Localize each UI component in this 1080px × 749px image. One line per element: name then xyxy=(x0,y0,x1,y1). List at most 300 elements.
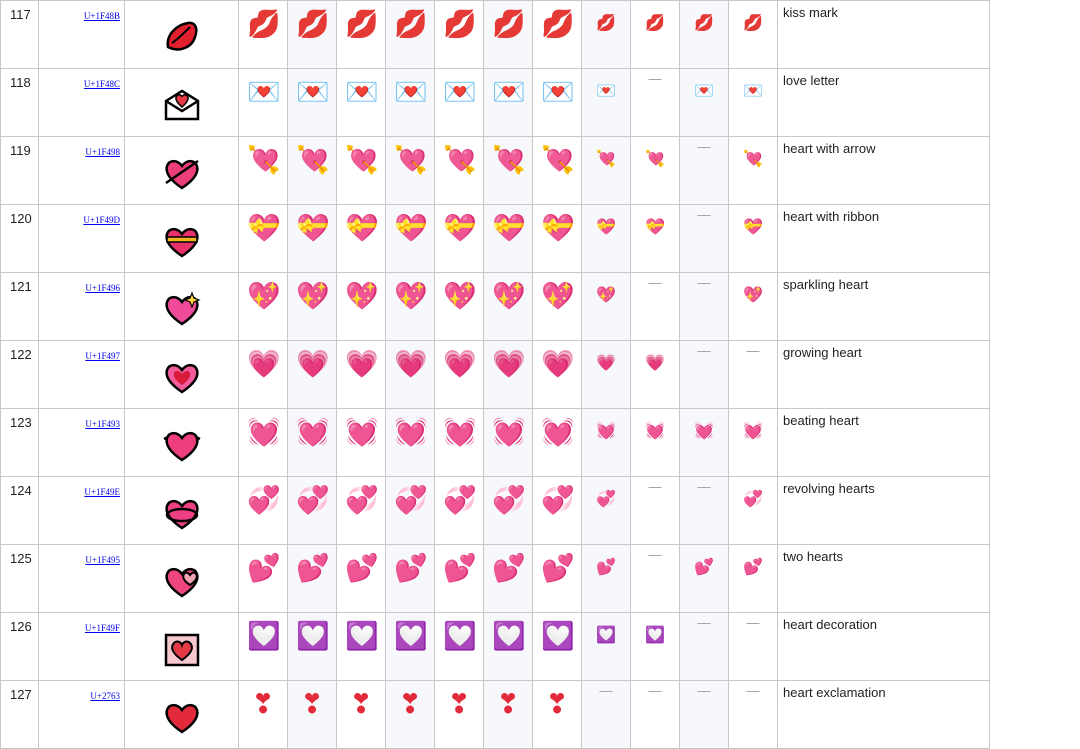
revolving-hearts-vendor-icon: 💞 xyxy=(743,489,763,508)
vendor-image-cell xyxy=(435,613,484,681)
two-hearts-vendor-icon: 💕 xyxy=(492,553,526,584)
vendor-image-cell xyxy=(239,1,288,69)
vendor-image-cell xyxy=(484,409,533,477)
table-row xyxy=(1,613,990,681)
heart-exclamation-vendor-icon: ❣ xyxy=(251,689,275,720)
vendor-image-cell xyxy=(729,477,778,545)
beating-heart-vendor-icon: 💓 xyxy=(645,421,665,440)
growing-heart-vendor-icon: 💗 xyxy=(394,349,428,380)
beating-heart-vendor-icon: 💓 xyxy=(492,417,526,448)
table-row xyxy=(1,681,990,749)
sparkling-heart-vendor-icon: 💖 xyxy=(345,281,379,312)
code-cell xyxy=(39,137,125,205)
kiss-mark-vendor-icon: 💋 xyxy=(645,13,665,32)
browser-image-cell xyxy=(125,409,239,477)
heart-exclamation-vendor-icon: ❣ xyxy=(447,689,471,720)
browser-image-cell xyxy=(125,205,239,273)
code-cell xyxy=(39,205,125,273)
vendor-image-cell xyxy=(729,341,778,409)
vendor-image-cell xyxy=(337,545,386,613)
vendor-image-cell xyxy=(582,69,631,137)
kiss-mark-vendor-icon: 💋 xyxy=(394,9,428,40)
emoji-table-body xyxy=(1,1,990,749)
vendor-image-cell xyxy=(386,545,435,613)
not-available-dash: — xyxy=(648,71,662,86)
kiss-mark-icon xyxy=(162,17,202,57)
vendor-image-cell xyxy=(533,613,582,681)
revolving-hearts-vendor-icon: 💞 xyxy=(443,485,477,516)
not-available-dash: — xyxy=(648,275,662,290)
vendor-image-cell xyxy=(435,409,484,477)
emoji-name: kiss mark xyxy=(778,1,990,69)
sparkling-heart-vendor-icon: 💖 xyxy=(541,281,575,312)
revolving-hearts-vendor-icon: 💞 xyxy=(296,485,330,516)
codepoint-link[interactable]: U+1F497 xyxy=(85,351,120,361)
vendor-image-cell xyxy=(337,205,386,273)
emoji-name: heart with arrow xyxy=(778,137,990,205)
heart-decoration-vendor-icon: 💟 xyxy=(541,621,575,652)
vendor-image-cell xyxy=(533,477,582,545)
vendor-image-cell xyxy=(582,341,631,409)
sparkling-heart-vendor-icon: 💖 xyxy=(296,281,330,312)
heart-with-ribbon-vendor-icon: 💝 xyxy=(296,213,330,244)
not-available-dash: — xyxy=(746,615,760,630)
vendor-image-cell xyxy=(680,69,729,137)
vendor-image-cell xyxy=(631,1,680,69)
vendor-image-cell xyxy=(239,341,288,409)
not-available-dash: — xyxy=(697,275,711,290)
row-number: 124 xyxy=(1,477,39,545)
vendor-image-cell xyxy=(435,681,484,749)
table-row xyxy=(1,205,990,273)
vendor-image-cell xyxy=(533,273,582,341)
vendor-image-cell xyxy=(484,545,533,613)
beating-heart-icon xyxy=(162,425,202,465)
codepoint-link[interactable]: U+1F496 xyxy=(85,283,120,293)
vendor-image-cell xyxy=(680,477,729,545)
love-letter-vendor-icon: 💌 xyxy=(492,77,526,108)
heart-with-ribbon-vendor-icon: 💝 xyxy=(492,213,526,244)
vendor-image-cell xyxy=(533,205,582,273)
love-letter-vendor-icon: 💌 xyxy=(596,81,616,100)
vendor-image-cell xyxy=(386,613,435,681)
row-number: 127 xyxy=(1,681,39,749)
vendor-image-cell xyxy=(680,681,729,749)
browser-image-cell xyxy=(125,681,239,749)
sparkling-heart-vendor-icon: 💖 xyxy=(443,281,477,312)
beating-heart-vendor-icon: 💓 xyxy=(743,421,763,440)
vendor-image-cell xyxy=(680,205,729,273)
row-number: 125 xyxy=(1,545,39,613)
vendor-image-cell xyxy=(288,341,337,409)
beating-heart-vendor-icon: 💓 xyxy=(247,417,281,448)
vendor-image-cell xyxy=(239,477,288,545)
vendor-image-cell xyxy=(631,341,680,409)
heart-decoration-vendor-icon: 💟 xyxy=(443,621,477,652)
vendor-image-cell xyxy=(533,341,582,409)
not-available-dash: — xyxy=(697,207,711,222)
code-cell xyxy=(39,545,125,613)
love-letter-vendor-icon: 💌 xyxy=(743,81,763,100)
browser-image-cell xyxy=(125,545,239,613)
codepoint-link[interactable]: U+1F48C xyxy=(83,79,120,89)
table-row xyxy=(1,273,990,341)
vendor-image-cell xyxy=(484,1,533,69)
heart-decoration-vendor-icon: 💟 xyxy=(296,621,330,652)
vendor-image-cell xyxy=(239,273,288,341)
vendor-image-cell xyxy=(435,205,484,273)
beating-heart-vendor-icon: 💓 xyxy=(296,417,330,448)
vendor-image-cell xyxy=(288,69,337,137)
code-cell xyxy=(39,69,125,137)
heart-exclamation-vendor-icon: ❣ xyxy=(496,689,520,720)
codepoint-link[interactable]: U+2763 xyxy=(90,691,120,701)
kiss-mark-vendor-icon: 💋 xyxy=(345,9,379,40)
vendor-image-cell xyxy=(239,69,288,137)
vendor-image-cell xyxy=(484,137,533,205)
not-available-dash: — xyxy=(697,139,711,154)
codepoint-link[interactable]: U+1F495 xyxy=(85,555,120,565)
vendor-image-cell xyxy=(631,205,680,273)
heart-with-arrow-vendor-icon: 💘 xyxy=(645,149,665,168)
sparkling-heart-vendor-icon: 💖 xyxy=(492,281,526,312)
sparkling-heart-vendor-icon: 💖 xyxy=(394,281,428,312)
emoji-name: heart with ribbon xyxy=(778,205,990,273)
vendor-image-cell xyxy=(631,409,680,477)
browser-image-cell xyxy=(125,613,239,681)
vendor-image-cell xyxy=(435,545,484,613)
emoji-name: beating heart xyxy=(778,409,990,477)
vendor-image-cell xyxy=(435,69,484,137)
heart-with-ribbon-vendor-icon: 💝 xyxy=(645,217,665,236)
codepoint-link[interactable]: U+1F48B xyxy=(83,11,120,21)
vendor-image-cell xyxy=(288,545,337,613)
emoji-name: sparkling heart xyxy=(778,273,990,341)
vendor-image-cell xyxy=(337,477,386,545)
vendor-image-cell xyxy=(435,341,484,409)
vendor-image-cell xyxy=(729,273,778,341)
revolving-hearts-icon xyxy=(162,493,202,533)
love-letter-vendor-icon: 💌 xyxy=(443,77,477,108)
vendor-image-cell xyxy=(631,69,680,137)
vendor-image-cell xyxy=(386,205,435,273)
vendor-image-cell xyxy=(582,545,631,613)
vendor-image-cell xyxy=(239,545,288,613)
vendor-image-cell xyxy=(680,137,729,205)
heart-with-arrow-vendor-icon: 💘 xyxy=(247,145,281,176)
vendor-image-cell xyxy=(337,681,386,749)
vendor-image-cell xyxy=(386,137,435,205)
love-letter-vendor-icon: 💌 xyxy=(694,81,714,100)
browser-image-cell xyxy=(125,477,239,545)
beating-heart-vendor-icon: 💓 xyxy=(394,417,428,448)
codepoint-link[interactable]: U+1F49D xyxy=(83,215,120,225)
beating-heart-vendor-icon: 💓 xyxy=(345,417,379,448)
emoji-name: love letter xyxy=(778,69,990,137)
heart-with-arrow-vendor-icon: 💘 xyxy=(596,149,616,168)
heart-with-ribbon-vendor-icon: 💝 xyxy=(247,213,281,244)
heart-exclamation-vendor-icon: ❣ xyxy=(349,689,373,720)
vendor-image-cell xyxy=(533,681,582,749)
two-hearts-vendor-icon: 💕 xyxy=(596,557,616,576)
vendor-image-cell xyxy=(435,1,484,69)
browser-image-cell xyxy=(125,137,239,205)
vendor-image-cell xyxy=(288,409,337,477)
vendor-image-cell xyxy=(631,477,680,545)
row-number: 119 xyxy=(1,137,39,205)
vendor-image-cell xyxy=(337,1,386,69)
heart-with-ribbon-vendor-icon: 💝 xyxy=(743,217,763,236)
not-available-dash: — xyxy=(697,479,711,494)
heart-with-arrow-vendor-icon: 💘 xyxy=(743,149,763,168)
growing-heart-vendor-icon: 💗 xyxy=(443,349,477,380)
table-row xyxy=(1,341,990,409)
heart-with-arrow-icon xyxy=(162,153,202,193)
two-hearts-vendor-icon: 💕 xyxy=(394,553,428,584)
revolving-hearts-vendor-icon: 💞 xyxy=(492,485,526,516)
not-available-dash: — xyxy=(746,683,760,698)
code-cell xyxy=(39,1,125,69)
vendor-image-cell xyxy=(484,273,533,341)
vendor-image-cell xyxy=(631,273,680,341)
sparkling-heart-icon xyxy=(162,289,202,329)
vendor-image-cell xyxy=(631,137,680,205)
vendor-image-cell xyxy=(680,409,729,477)
vendor-image-cell xyxy=(435,137,484,205)
kiss-mark-vendor-icon: 💋 xyxy=(694,13,714,32)
not-available-dash: — xyxy=(648,479,662,494)
not-available-dash: — xyxy=(648,683,662,698)
kiss-mark-vendor-icon: 💋 xyxy=(596,13,616,32)
emoji-name: growing heart xyxy=(778,341,990,409)
code-cell xyxy=(39,341,125,409)
sparkling-heart-vendor-icon: 💖 xyxy=(247,281,281,312)
two-hearts-vendor-icon: 💕 xyxy=(743,557,763,576)
heart-with-arrow-vendor-icon: 💘 xyxy=(541,145,575,176)
row-number: 121 xyxy=(1,273,39,341)
vendor-image-cell xyxy=(484,681,533,749)
heart-exclamation-vendor-icon: ❣ xyxy=(300,689,324,720)
codepoint-link[interactable]: U+1F49F xyxy=(84,623,120,633)
table-row xyxy=(1,477,990,545)
vendor-image-cell xyxy=(484,613,533,681)
vendor-image-cell xyxy=(533,69,582,137)
heart-with-arrow-vendor-icon: 💘 xyxy=(394,145,428,176)
vendor-image-cell xyxy=(288,681,337,749)
sparkling-heart-vendor-icon: 💖 xyxy=(743,285,763,304)
vendor-image-cell xyxy=(386,69,435,137)
growing-heart-vendor-icon: 💗 xyxy=(296,349,330,380)
vendor-image-cell xyxy=(484,341,533,409)
row-number: 122 xyxy=(1,341,39,409)
heart-with-arrow-vendor-icon: 💘 xyxy=(296,145,330,176)
heart-with-ribbon-vendor-icon: 💝 xyxy=(443,213,477,244)
vendor-image-cell xyxy=(680,341,729,409)
heart-decoration-vendor-icon: 💟 xyxy=(492,621,526,652)
vendor-image-cell xyxy=(680,613,729,681)
table-row xyxy=(1,545,990,613)
vendor-image-cell xyxy=(386,409,435,477)
revolving-hearts-vendor-icon: 💞 xyxy=(345,485,379,516)
two-hearts-vendor-icon: 💕 xyxy=(694,557,714,576)
table-row xyxy=(1,409,990,477)
not-available-dash: — xyxy=(599,683,613,698)
two-hearts-vendor-icon: 💕 xyxy=(541,553,575,584)
vendor-image-cell xyxy=(729,545,778,613)
heart-with-ribbon-vendor-icon: 💝 xyxy=(345,213,379,244)
kiss-mark-vendor-icon: 💋 xyxy=(743,13,763,32)
vendor-image-cell xyxy=(239,681,288,749)
table-row xyxy=(1,137,990,205)
vendor-image-cell xyxy=(680,545,729,613)
code-cell xyxy=(39,409,125,477)
growing-heart-vendor-icon: 💗 xyxy=(345,349,379,380)
row-number: 117 xyxy=(1,1,39,69)
vendor-image-cell xyxy=(533,409,582,477)
two-hearts-icon xyxy=(162,561,202,601)
code-cell xyxy=(39,681,125,749)
vendor-image-cell xyxy=(582,273,631,341)
code-cell xyxy=(39,477,125,545)
vendor-image-cell xyxy=(288,1,337,69)
kiss-mark-vendor-icon: 💋 xyxy=(247,9,281,40)
heart-decoration-vendor-icon: 💟 xyxy=(596,625,616,644)
growing-heart-icon xyxy=(162,357,202,397)
vendor-image-cell xyxy=(582,1,631,69)
love-letter-icon xyxy=(162,85,202,125)
row-number: 120 xyxy=(1,205,39,273)
vendor-image-cell xyxy=(337,137,386,205)
vendor-image-cell xyxy=(435,477,484,545)
love-letter-vendor-icon: 💌 xyxy=(296,77,330,108)
table-row xyxy=(1,1,990,69)
vendor-image-cell xyxy=(582,681,631,749)
vendor-image-cell xyxy=(582,477,631,545)
vendor-image-cell xyxy=(239,137,288,205)
growing-heart-vendor-icon: 💗 xyxy=(247,349,281,380)
vendor-image-cell xyxy=(337,613,386,681)
browser-image-cell xyxy=(125,273,239,341)
codepoint-link[interactable]: U+1F493 xyxy=(85,419,120,429)
two-hearts-vendor-icon: 💕 xyxy=(443,553,477,584)
row-number: 123 xyxy=(1,409,39,477)
vendor-image-cell xyxy=(288,205,337,273)
heart-with-arrow-vendor-icon: 💘 xyxy=(345,145,379,176)
heart-with-ribbon-vendor-icon: 💝 xyxy=(394,213,428,244)
heart-exclamation-icon xyxy=(162,697,202,737)
vendor-image-cell xyxy=(386,681,435,749)
vendor-image-cell xyxy=(533,137,582,205)
revolving-hearts-vendor-icon: 💞 xyxy=(541,485,575,516)
vendor-image-cell xyxy=(729,613,778,681)
heart-with-arrow-vendor-icon: 💘 xyxy=(492,145,526,176)
vendor-image-cell xyxy=(435,273,484,341)
beating-heart-vendor-icon: 💓 xyxy=(694,421,714,440)
codepoint-link[interactable]: U+1F49E xyxy=(84,487,120,497)
vendor-image-cell xyxy=(729,205,778,273)
vendor-image-cell xyxy=(582,205,631,273)
vendor-image-cell xyxy=(337,69,386,137)
vendor-image-cell xyxy=(386,341,435,409)
vendor-image-cell xyxy=(337,341,386,409)
vendor-image-cell xyxy=(533,545,582,613)
revolving-hearts-vendor-icon: 💞 xyxy=(247,485,281,516)
vendor-image-cell xyxy=(582,409,631,477)
love-letter-vendor-icon: 💌 xyxy=(345,77,379,108)
vendor-image-cell xyxy=(484,205,533,273)
vendor-image-cell xyxy=(729,681,778,749)
heart-decoration-vendor-icon: 💟 xyxy=(394,621,428,652)
row-number: 126 xyxy=(1,613,39,681)
growing-heart-vendor-icon: 💗 xyxy=(596,353,616,372)
heart-with-ribbon-icon xyxy=(162,221,202,261)
heart-decoration-icon xyxy=(162,629,202,669)
code-cell xyxy=(39,273,125,341)
vendor-image-cell xyxy=(239,409,288,477)
vendor-image-cell xyxy=(680,1,729,69)
vendor-image-cell xyxy=(288,137,337,205)
vendor-image-cell xyxy=(288,613,337,681)
vendor-image-cell xyxy=(484,477,533,545)
vendor-image-cell xyxy=(386,1,435,69)
vendor-image-cell xyxy=(386,477,435,545)
vendor-image-cell xyxy=(337,273,386,341)
vendor-image-cell xyxy=(680,273,729,341)
not-available-dash: — xyxy=(648,547,662,562)
vendor-image-cell xyxy=(288,273,337,341)
beating-heart-vendor-icon: 💓 xyxy=(541,417,575,448)
emoji-name: heart decoration xyxy=(778,613,990,681)
vendor-image-cell xyxy=(582,137,631,205)
emoji-name: two hearts xyxy=(778,545,990,613)
codepoint-link[interactable]: U+1F498 xyxy=(85,147,120,157)
beating-heart-vendor-icon: 💓 xyxy=(596,421,616,440)
not-available-dash: — xyxy=(746,343,760,358)
vendor-image-cell xyxy=(631,545,680,613)
growing-heart-vendor-icon: 💗 xyxy=(541,349,575,380)
revolving-hearts-vendor-icon: 💞 xyxy=(596,489,616,508)
table-row xyxy=(1,69,990,137)
not-available-dash: — xyxy=(697,615,711,630)
heart-decoration-vendor-icon: 💟 xyxy=(345,621,379,652)
beating-heart-vendor-icon: 💓 xyxy=(443,417,477,448)
vendor-image-cell xyxy=(239,613,288,681)
heart-decoration-vendor-icon: 💟 xyxy=(645,625,665,644)
vendor-image-cell xyxy=(337,409,386,477)
vendor-image-cell xyxy=(729,1,778,69)
vendor-image-cell xyxy=(386,273,435,341)
vendor-image-cell xyxy=(631,613,680,681)
browser-image-cell xyxy=(125,69,239,137)
emoji-name: revolving hearts xyxy=(778,477,990,545)
heart-exclamation-vendor-icon: ❣ xyxy=(398,689,422,720)
kiss-mark-vendor-icon: 💋 xyxy=(296,9,330,40)
not-available-dash: — xyxy=(697,683,711,698)
kiss-mark-vendor-icon: 💋 xyxy=(541,9,575,40)
vendor-image-cell xyxy=(533,1,582,69)
love-letter-vendor-icon: 💌 xyxy=(394,77,428,108)
heart-with-ribbon-vendor-icon: 💝 xyxy=(541,213,575,244)
browser-image-cell xyxy=(125,341,239,409)
vendor-image-cell xyxy=(239,205,288,273)
vendor-image-cell xyxy=(484,69,533,137)
code-cell xyxy=(39,613,125,681)
heart-decoration-vendor-icon: 💟 xyxy=(247,621,281,652)
growing-heart-vendor-icon: 💗 xyxy=(492,349,526,380)
sparkling-heart-vendor-icon: 💖 xyxy=(596,285,616,304)
love-letter-vendor-icon: 💌 xyxy=(541,77,575,108)
kiss-mark-vendor-icon: 💋 xyxy=(492,9,526,40)
